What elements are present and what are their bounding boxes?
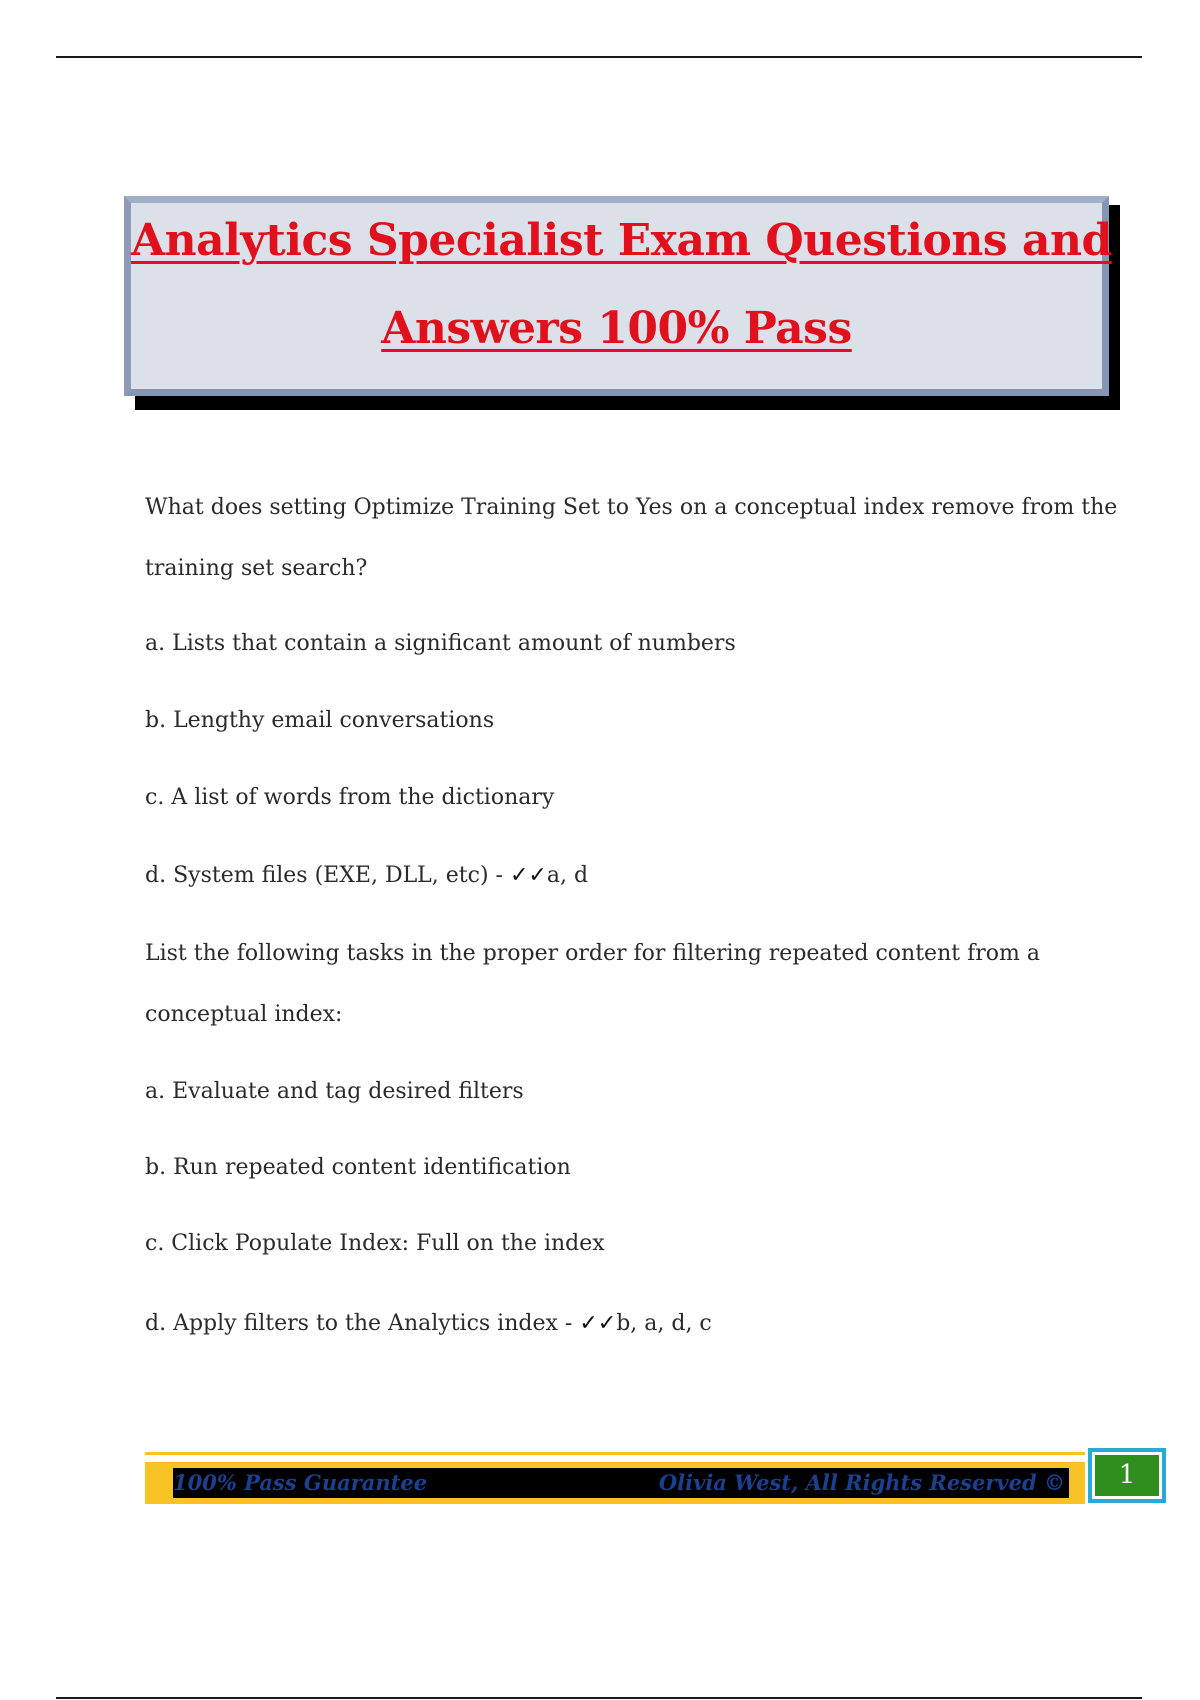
question-1-answer: a, d <box>546 863 589 888</box>
title-box <box>124 196 1112 396</box>
top-rule <box>56 56 1142 58</box>
question-2-option-d <box>145 1310 712 1338</box>
checkmark-icon: ✓✓ <box>509 863 547 888</box>
question-2-option-a: a. Evaluate and tag desired filters <box>145 1079 524 1104</box>
page-number-badge <box>1088 1448 1166 1503</box>
page-number: 1 <box>1095 1455 1159 1496</box>
question-1-option-d-text: d. System files (EXE, DLL, etc) - <box>145 863 510 888</box>
question-2-text-line-1: List the following tasks in the proper order for filtering repeated content from a <box>145 941 1040 966</box>
question-2-text-line-2: conceptual index: <box>145 1002 343 1027</box>
footer-left-text: 100% Pass Guarantee <box>173 1470 428 1495</box>
question-1-text-line-2: training set search? <box>145 556 368 581</box>
question-1-option-b: b. Lengthy email conversations <box>145 708 495 733</box>
document-title-line-2: Answers 100% Pass <box>381 303 852 354</box>
document-title-line-1: Analytics Specialist Exam Questions and <box>131 215 1112 266</box>
footer-top-line <box>145 1452 1085 1455</box>
question-1-text-line-1: What does setting Optimize Training Set to Yes on a conceptual index remove from the <box>145 495 1118 520</box>
question-2-option-d-text: d. Apply filters to the Analytics index - <box>145 1311 580 1336</box>
question-2-option-b: b. Run repeated content identification <box>145 1155 571 1180</box>
footer-bar <box>145 1462 1085 1504</box>
question-1-option-a: a. Lists that contain a significant amount of numbers <box>145 631 736 656</box>
question-2-option-c: c. Click Populate Index: Full on the index <box>145 1231 605 1256</box>
footer-right-text: Olivia West, All Rights Reserved © <box>658 1470 1065 1495</box>
question-2-answer: b, a, d, c <box>616 1311 712 1336</box>
checkmark-icon: ✓✓ <box>579 1311 617 1336</box>
question-1-option-c: c. A list of words from the dictionary <box>145 785 555 810</box>
footer-inner-band <box>173 1468 1069 1498</box>
question-1-option-d <box>145 862 588 890</box>
bottom-rule <box>56 1697 1142 1699</box>
